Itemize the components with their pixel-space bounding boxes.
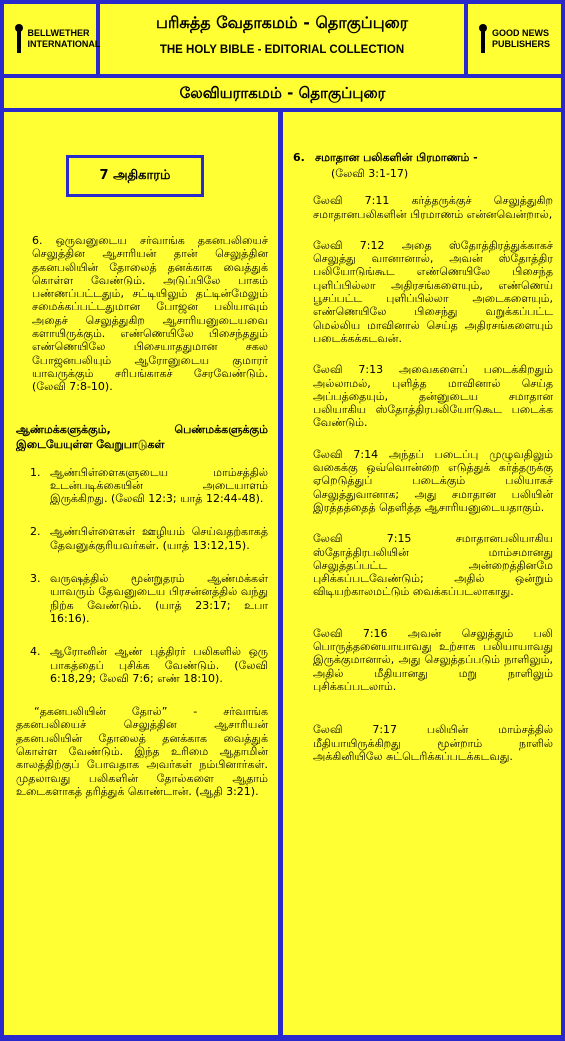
shepherd-icon xyxy=(13,24,25,54)
verse-paragraph: லேவி 7:11 கர்த்தருக்குச் செலுத்துகிற சமாதானபலிகளின் பிரமாணம் என்னவென்றால், xyxy=(313,194,553,221)
item-number: 1. xyxy=(30,465,41,479)
item-number: 3. xyxy=(30,572,41,586)
title-english: THE HOLY BIBLE - EDITORIAL COLLECTION xyxy=(159,44,405,56)
chapter-label: 7 அதிகாரம் xyxy=(69,158,201,194)
list-item xyxy=(30,645,268,685)
header-title-cell xyxy=(100,4,464,74)
paragraph-6: 6. ஒருவனுடைய சர்வாங்க தகனபலியைச் செலுத்தின ஆசாரியன் தான் செலுத்தின தகனபலியின் தோலைத் தனக்காக வைத்துக் கொள்ள வேண்டும். அடுப்பிலே பாகம் பண்ணப்பட்டதும், சட்டியிலும் தட்டின்மேலும் சமைக்கப்பட்டதுமான போஜன பலியாவும் அதைச் செலுத்துகிற ஆசாரியனுடையவை களாயிருக்கும். எண்ணெயிலே பிசைந்ததும் எண்ணெயிலே பிசையாததுமான சகல போஜனபலியும் ஆரோனுடைய குமாரர் யாவருக்கும் சரிபங்காகச் சேரவேண்டும். (லேவி 7:8-10). xyxy=(32,234,268,394)
verse-paragraph: லேவி 7:14 அந்தப் படைப்பு முழுவதிலும் வகைக்கு ஒவ்வொன்றை எடுத்துக் கர்த்தருக்கு ஏறெடுத்துப் படைக்கும் பலியாகச் செலுத்துவானாக; அது சமாதான பலியின் இரத்தத்தைத் தெளித்த ஆசாரியனுடையதாகும். xyxy=(313,447,553,514)
torch-icon xyxy=(477,24,489,54)
title-tamil: பரிசுத்த வேதாகமம் - தொகுப்புரை xyxy=(155,13,409,32)
heading-text: சமாதான பலிகளின் பிரமாணம் - xyxy=(315,151,478,164)
verse-paragraph: லேவி 7:13 அவைகளைப் படைக்கிறதும் அல்லாமல், புளித்த மாவினால் செய்த அப்பத்தையும், தன்னுடைய சமாதான பலியாகிய ஸ்தோத்திரபலியோடுகூட படைக்க வேண்டும். xyxy=(313,363,553,430)
good-news-logo xyxy=(468,4,561,74)
list-item xyxy=(30,525,268,552)
verse-paragraph: லேவி 7:15 சமாதானபலியாகிய ஸ்தோத்திரபலியின் மாம்சமானது செலுத்தப்பட்ட அன்றைத்தினமே புசிக்கப்படவேண்டும்; அதில் ஒன்றும் விடியற்காலமட்டும் வைக்கப்படலாகாது. xyxy=(313,532,553,599)
heading-number: 6. xyxy=(293,151,305,164)
item-text: ஆண்பிள்ளைகளுடைய மாம்சத்தில் உடன்படிக்கையின் அடையாளம் இருக்கிறது. (லேவி 12:3; யாத் 12:44-48). xyxy=(50,465,268,506)
list-item xyxy=(30,572,268,625)
section-heading: ஆண்மக்களுக்கும், பெண்மக்களுக்கும் இடையேயுள்ள வேறுபாடுகள் xyxy=(16,422,268,451)
left-logo-text: BELLWETHER INTERNATIONAL xyxy=(27,28,101,49)
chapter-box xyxy=(66,155,204,197)
item-text: வருஷத்தில் மூன்றுதரம் ஆண்மக்கள் யாவரும் தேவனுடைய பிரசன்னத்தில் வந்து நிற்க வேண்டும். (யாத் 23:17; உபா 16:16). xyxy=(50,572,268,625)
list-item xyxy=(30,465,268,506)
verse-list xyxy=(293,194,553,763)
closing-paragraph: “தகனபலியின் தோல்” - சர்வாங்க தகனபலியைச் செலுத்தின ஆசாரியன் தகனபலியின் தோலைத் தனக்காக வைத்துக் கொள்ள வேண்டும். இந்த உரிமை ஆதாமின் காலத்திற்குப் போவதாக அவர்கள் நம்பினார்கள். முதலாவது பலிகளின் தோல்களை ஆதாம் உடைகளாகத் தரித்துக் கொண்டான். (ஆதி 3:21). xyxy=(16,705,268,798)
right-logo-text: GOOD NEWS PUBLISHERS xyxy=(492,28,551,49)
verse-paragraph: லேவி 7:16 அவன் செலுத்தும் பலி பொருத்தனையாயாவது உற்சாக பலியாயாவது இருக்குமானால், அது செலுத்தப்படும் நாளிலும், அதில் மீதியானது மறு நாளிலும் புசிக்கப்படலாம். xyxy=(313,626,553,693)
heading-reference: (லேவி 3:1-17) xyxy=(331,167,409,180)
verse-paragraph: லேவி 7:17 பலியின் மாம்சத்தில் மீதியாயிருக்கிறது மூன்றாம் நாளில் அக்கினியிலே சுட்டெரிக்கப்படக்கடவது. xyxy=(313,723,553,763)
item-text: ஆண்பிள்ளைகள் ஊழியம் செய்வதற்காகத் தேவனுக்குரியவர்கள். (யாத் 13:12,15). xyxy=(50,525,268,552)
item-number: 4. xyxy=(30,645,41,659)
verse-paragraph: லேவி 7:12 அதை ஸ்தோத்திரத்துக்காகச் செலுத்து வானானால், அவன் ஸ்தோத்திர பலியோடுங்கூட எண்ணெயிலே பிசைந்த புளிப்பில்லா அதிரசங்களையும், எண்ணெய் பூசப்பட்ட புளிப்பில்லா அடைகளையும், எண்ணெயிலே பிசைந்து வறுக்கப்பட்ட மெல்லிய மாவினால் செய்த அதிரசங்களையும் படைக்கக்கடவன். xyxy=(313,238,553,345)
item-number: 2. xyxy=(30,525,41,539)
item-text: ஆரோனின் ஆண் புத்திரர் பலிகளில் ஒரு பாகத்தைப் புசிக்க வேண்டும். (லேவி 6:18,29; லேவி 7:6; எண் 18:10). xyxy=(50,645,268,685)
right-heading xyxy=(293,150,553,165)
bellwether-logo xyxy=(4,4,101,74)
book-title: லேவியராகமம் - தொகுப்புரை xyxy=(4,78,561,108)
differences-list xyxy=(16,466,268,686)
